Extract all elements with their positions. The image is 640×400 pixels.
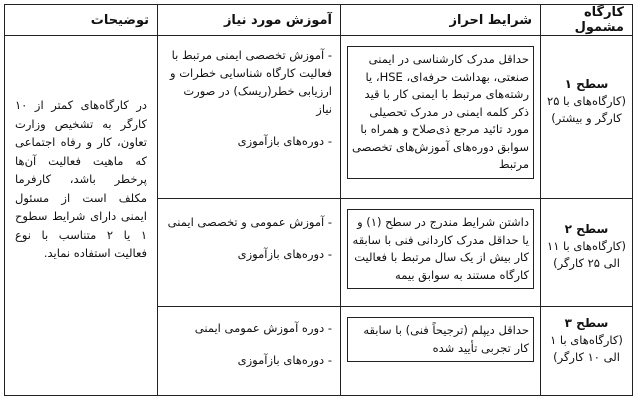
level-title: سطح ۳ [564,316,609,330]
training-item: - آموزش عمومی و تخصصی ایمنی [167,215,332,229]
training-item: - دوره‌های بازآموزی [237,247,332,261]
header-conditions: شرایط احراز [341,5,541,36]
level-title: سطح ۲ [564,222,609,236]
training-item: - دوره آموزش عمومی ایمنی [194,321,332,335]
training-item: - دوره‌های بازآموزی [237,353,332,367]
level-title: سطح ۱ [564,77,609,91]
training-cell [158,307,341,396]
level-subtitle: (کارگاه‌های با ۱ الی ۱۰ کارگر) [550,333,623,364]
header-training: آموزش مورد نیاز [158,5,341,36]
level-cell [541,307,633,396]
conditions-cell [341,199,541,307]
training-item: - آموزش تخصصی ایمنی مرتبط با فعالیت کارگاه شناسایی خطرات و ارزیابی خطر(ریسک) در صورت نیاز [170,48,332,116]
conditions-text: داشتن شرایط مندرج در سطح (۱) و یا حداقل مدرک کاردانی فنی با سابقه کار بیش از یک سال مرتبط با فعالیت کارگاه مستند به سوابق بیمه [347,209,534,289]
header-notes: توضیحات [5,5,158,36]
conditions-cell [341,307,541,396]
level-subtitle: (کارگاه‌های با ۲۵ کارگر و بیشتر) [547,94,626,125]
header-row [5,5,633,36]
conditions-cell [341,36,541,199]
conditions-text: حداقل دیپلم (ترجیحاً فنی) با سابقه کار تجربی تأیید شده [347,317,534,362]
training-item: - دوره‌های بازآموزی [237,134,332,148]
table-row [5,36,633,199]
level-subtitle: (کارگاه‌های با ۱۱ الی ۲۵ کارگر) [547,239,626,270]
level-cell [541,36,633,199]
requirements-table [4,4,633,396]
notes-text: در کارگاه‌های کمتر از ۱۰ کارگر به تشخیص وزارت تعاون، کار و رفاه اجتماعی که ماهیت فعالیت آن‌ها پرخطر باشد، کارفرما مکلف است از مسئول ایمنی دارای شرایط سطوح ۱ یا ۲ متناسب با نوع فعالیت استفاده نماید. [15,98,147,260]
training-cell [158,36,341,199]
header-workplace: کارگاه مشمول [541,5,633,36]
notes-cell [5,36,158,396]
level-cell [541,199,633,307]
conditions-text: حداقل مدرک کارشناسی در ایمنی صنعتی، بهداشت حرفه‌ای، HSE، یا رشته‌های مرتبط با ایمنی کار با قید ذکر کلمه ایمنی در مدرک تحصیلی مورد تائید مرجع ذی‌صلاح و همراه با سوابق دوره‌های آموزش‌های تخصصی مرتبط [347,46,534,179]
training-cell [158,199,341,307]
